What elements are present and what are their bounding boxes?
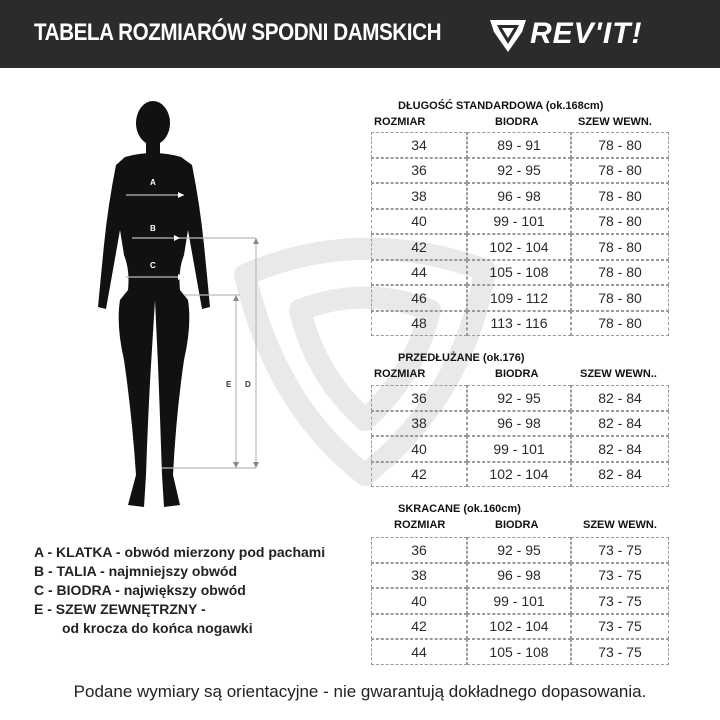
legend-item-e-detail: od krocza do końca nogawki <box>62 620 253 636</box>
table-extended-col-hips: BIODRA <box>495 368 539 380</box>
cell-size: 42 <box>371 234 467 260</box>
table-row <box>371 285 669 311</box>
table-short <box>371 537 669 665</box>
cell-inseam: 82 - 84 <box>571 411 669 437</box>
cell-size: 36 <box>371 158 467 184</box>
cell-hips: 102 - 104 <box>467 462 571 488</box>
cell-inseam: 82 - 84 <box>571 385 669 411</box>
cell-hips: 96 - 98 <box>467 183 571 209</box>
cell-hips: 105 - 108 <box>467 260 571 286</box>
cell-hips: 96 - 98 <box>467 411 571 437</box>
body-silhouette <box>80 95 290 515</box>
cell-size: 36 <box>371 385 467 411</box>
table-row <box>371 436 669 462</box>
cell-inseam: 73 - 75 <box>571 614 669 640</box>
cell-size: 40 <box>371 209 467 235</box>
legend-item-e: E - SZEW ZEWNĘTRZNY - <box>34 601 206 617</box>
cell-hips: 113 - 116 <box>467 311 571 337</box>
table-extended <box>371 385 669 487</box>
cell-hips: 102 - 104 <box>467 614 571 640</box>
cell-inseam: 78 - 80 <box>571 285 669 311</box>
cell-inseam: 73 - 75 <box>571 563 669 589</box>
table-short-col-hips: BIODRA <box>495 519 539 531</box>
cell-hips: 99 - 101 <box>467 209 571 235</box>
cell-hips: 92 - 95 <box>467 385 571 411</box>
cell-hips: 105 - 108 <box>467 639 571 665</box>
cell-size: 40 <box>371 436 467 462</box>
cell-hips: 102 - 104 <box>467 234 571 260</box>
table-row <box>371 588 669 614</box>
revit-shield-logo-icon <box>486 14 530 54</box>
cell-size: 34 <box>371 132 467 158</box>
cell-hips: 96 - 98 <box>467 563 571 589</box>
table-row <box>371 462 669 488</box>
table-row <box>371 385 669 411</box>
cell-size: 46 <box>371 285 467 311</box>
disclaimer-footer: Podane wymiary są orientacyjne - nie gwarantują dokładnego dopasowania. <box>73 682 647 701</box>
brand-name: REV'IT! <box>530 17 643 50</box>
cell-inseam: 78 - 80 <box>571 260 669 286</box>
cell-inseam: 82 - 84 <box>571 436 669 462</box>
table-row <box>371 639 669 665</box>
label-d: D <box>245 380 251 389</box>
cell-inseam: 78 - 80 <box>571 311 669 337</box>
cell-size: 38 <box>371 563 467 589</box>
cell-inseam: 78 - 80 <box>571 158 669 184</box>
table-row <box>371 132 669 158</box>
cell-inseam: 78 - 80 <box>571 132 669 158</box>
table-standard-col-inseam: SZEW WEWN. <box>578 116 652 128</box>
cell-size: 38 <box>371 183 467 209</box>
table-extended-col-inseam: SZEW WEWN.. <box>580 368 657 380</box>
table-row <box>371 537 669 563</box>
cell-inseam: 82 - 84 <box>571 462 669 488</box>
table-row <box>371 411 669 437</box>
cell-inseam: 73 - 75 <box>571 537 669 563</box>
table-standard <box>371 132 669 336</box>
label-c: C <box>150 261 156 270</box>
cell-size: 38 <box>371 411 467 437</box>
page-title: TABELA ROZMIARÓW SPODNI DAMSKICH <box>34 19 442 46</box>
cell-size: 44 <box>371 260 467 286</box>
cell-hips: 109 - 112 <box>467 285 571 311</box>
table-standard-title: DŁUGOŚĆ STANDARDOWA (ok.168cm) <box>398 100 604 112</box>
table-row <box>371 260 669 286</box>
cell-inseam: 73 - 75 <box>571 639 669 665</box>
cell-inseam: 78 - 80 <box>571 209 669 235</box>
cell-size: 42 <box>371 614 467 640</box>
header-bar <box>0 0 720 68</box>
table-extended-col-size: ROZMIAR <box>374 368 426 380</box>
table-short-title: SKRACANE (ok.160cm) <box>398 503 521 515</box>
table-row <box>371 183 669 209</box>
table-extended-title: PRZEDŁUŻANE (ok.176) <box>398 352 525 364</box>
cell-size: 42 <box>371 462 467 488</box>
table-row <box>371 614 669 640</box>
cell-hips: 89 - 91 <box>467 132 571 158</box>
legend-item-a: A - KLATKA - obwód mierzony pod pachami <box>34 544 326 560</box>
cell-inseam: 78 - 80 <box>571 234 669 260</box>
table-short-col-inseam: SZEW WEWN. <box>583 519 657 531</box>
table-short-col-size: ROZMIAR <box>394 519 446 531</box>
measurement-legend <box>34 543 325 638</box>
cell-size: 48 <box>371 311 467 337</box>
legend-item-c: C - BIODRA - największy obwód <box>34 582 246 598</box>
cell-inseam: 73 - 75 <box>571 588 669 614</box>
legend-item-b: B - TALIA - najmniejszy obwód <box>34 563 237 579</box>
cell-size: 44 <box>371 639 467 665</box>
table-standard-col-size: ROZMIAR <box>374 116 426 128</box>
table-row <box>371 158 669 184</box>
cell-hips: 92 - 95 <box>467 158 571 184</box>
table-row <box>371 563 669 589</box>
label-a: A <box>150 178 156 187</box>
cell-inseam: 78 - 80 <box>571 183 669 209</box>
table-row <box>371 311 669 337</box>
label-b: B <box>150 224 156 233</box>
cell-size: 40 <box>371 588 467 614</box>
table-row <box>371 209 669 235</box>
table-standard-col-hips: BIODRA <box>495 116 539 128</box>
measure-arrows-side <box>233 238 259 468</box>
cell-hips: 99 - 101 <box>467 588 571 614</box>
silhouette-shape <box>98 101 210 507</box>
label-e: E <box>226 380 232 389</box>
cell-size: 36 <box>371 537 467 563</box>
cell-hips: 99 - 101 <box>467 436 571 462</box>
cell-hips: 92 - 95 <box>467 537 571 563</box>
table-row <box>371 234 669 260</box>
